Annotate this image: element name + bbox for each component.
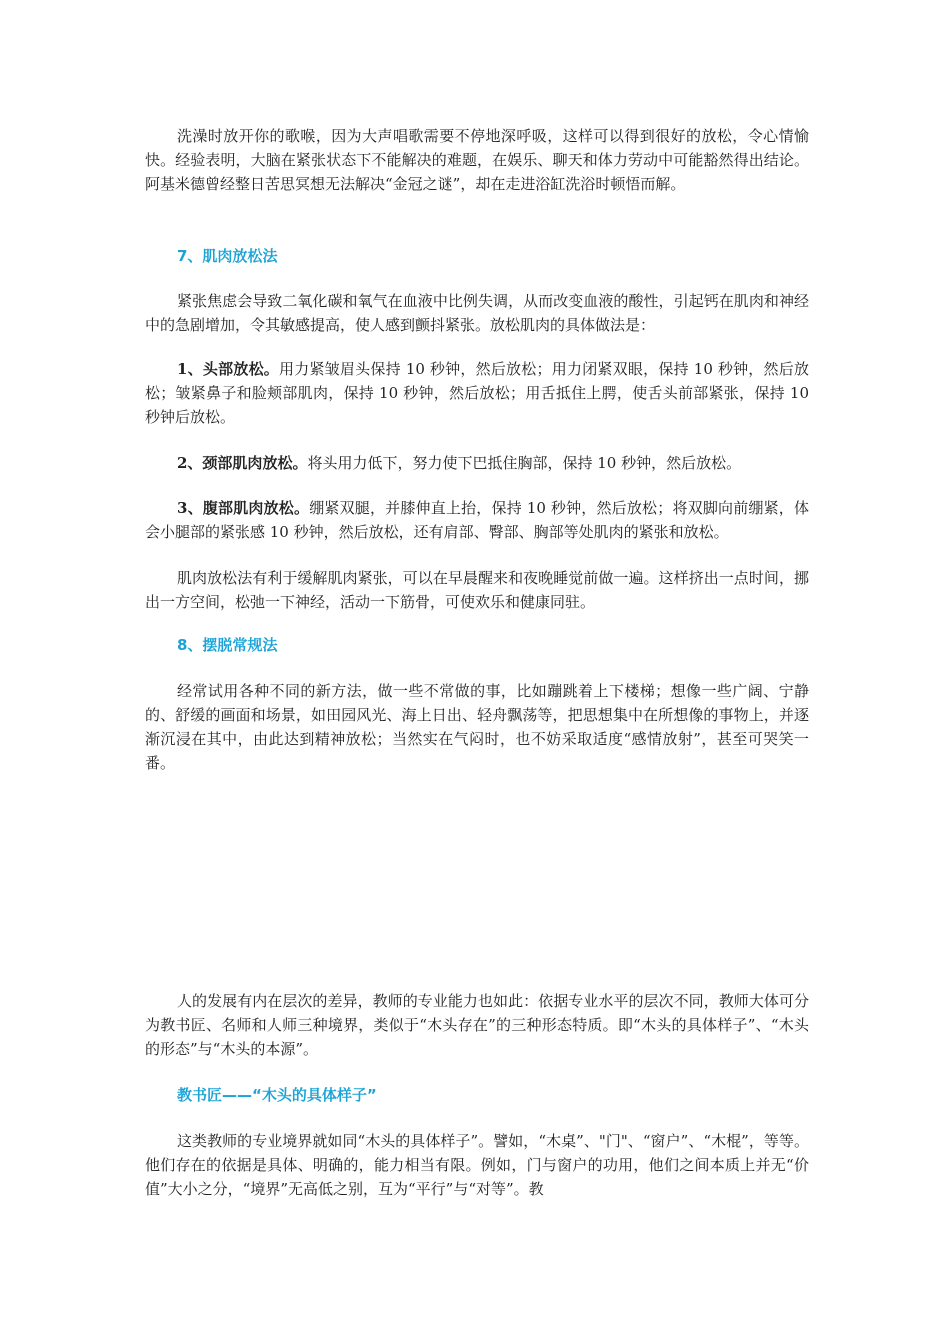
item-title: 1、头部放松。 [177, 360, 280, 378]
item-title: 3、腹部肌肉放松。 [177, 499, 310, 517]
paragraph-teacher-levels [145, 989, 809, 1061]
paragraph-new-methods [145, 679, 809, 775]
paragraph-text: 经常试用各种不同的新方法，做一些不常做的事，比如蹦跳着上下楼梯；想像一些广阔、宁静的、舒缓的画面和场景，如田园风光、海上日出、轻舟飘荡等，把思想集中在所想像的事物上，并逐渐沉浸在其中，由此达到精神放松；当然实在气闷时，也不妨采取适度“感情放射”，甚至可哭笑一番。 [145, 682, 809, 772]
paragraph-text: 紧张焦虑会导致二氧化碳和氧气在血液中比例失调，从而改变血液的酸性，引起钙在肌肉和神经中的急剧增加，令其敏感提高，使人感到颤抖紧张。放松肌肉的具体做法是： [145, 292, 809, 334]
item-abdomen-relaxation [145, 496, 809, 544]
item-text: 用力紧皱眉头保持 10 秒钟，然后放松；用力闭紧双眼，保持 10 秒钟，然后放松；皱紧鼻子和脸颊部肌肉，保持 10 秒钟，然后放松；用舌抵住上腭，使舌头前部紧张，保持 10 秒钟后放松。 [145, 360, 809, 426]
item-text: 将头用力低下，努力使下巴抵住胸部，保持 10 秒钟，然后放松。 [307, 454, 742, 472]
paragraph-text: 洗澡时放开你的歌喉，因为大声唱歌需要不停地深呼吸，这样可以得到很好的放松，令心情愉快。经验表明，大脑在紧张状态下不能解决的难题，在娱乐、聊天和体力劳动中可能豁然得出结论。阿基米德曾经整日苦思冥想无法解决“金冠之谜”，却在走进浴缸洗浴时顿悟而解。 [145, 127, 809, 193]
heading-craftsman-teacher: 教书匠——“木头的具体样子” [177, 1086, 377, 1104]
item-head-relaxation [145, 357, 809, 429]
paragraph-singing [145, 124, 809, 196]
item-text: 绷紧双腿，并膝伸直上抬，保持 10 秒钟，然后放松；将双脚向前绷紧，体会小腿部的紧张感 10 秒钟，然后放松，还有肩部、臀部、胸部等处肌肉的紧张和放松。 [145, 499, 809, 541]
paragraph-anxiety [145, 289, 809, 337]
heading-break-routine: 8、摆脱常规法 [177, 636, 278, 654]
paragraph-muscle-summary [145, 566, 809, 614]
paragraph-text: 这类教师的专业境界就如同“木头的具体样子”。譬如，“木桌”、"门"、“窗户”、“木棍”，等等。他们存在的依据是具体、明确的，能力相当有限。例如，门与窗户的功用，他们之间本质上并无“价值”大小之分，“境界”无高低之别，互为“平行”与“对等”。教 [145, 1132, 809, 1198]
item-neck-relaxation [145, 451, 809, 475]
paragraph-craftsman [145, 1129, 809, 1201]
paragraph-text: 肌肉放松法有利于缓解肌肉紧张，可以在早晨醒来和夜晚睡觉前做一遍。这样挤出一点时间，挪出一方空间，松弛一下神经，活动一下筋骨，可使欢乐和健康同驻。 [145, 569, 809, 611]
heading-muscle-relaxation: 7、肌肉放松法 [177, 247, 278, 265]
item-title: 2、颈部肌肉放松。 [177, 454, 308, 472]
paragraph-text: 人的发展有内在层次的差异，教师的专业能力也如此：依据专业水平的层次不同，教师大体可分为教书匠、名师和人师三种境界，类似于“木头存在”的三种形态特质。即“木头的具体样子”、“木头的形态”与“木头的本源”。 [145, 992, 809, 1058]
